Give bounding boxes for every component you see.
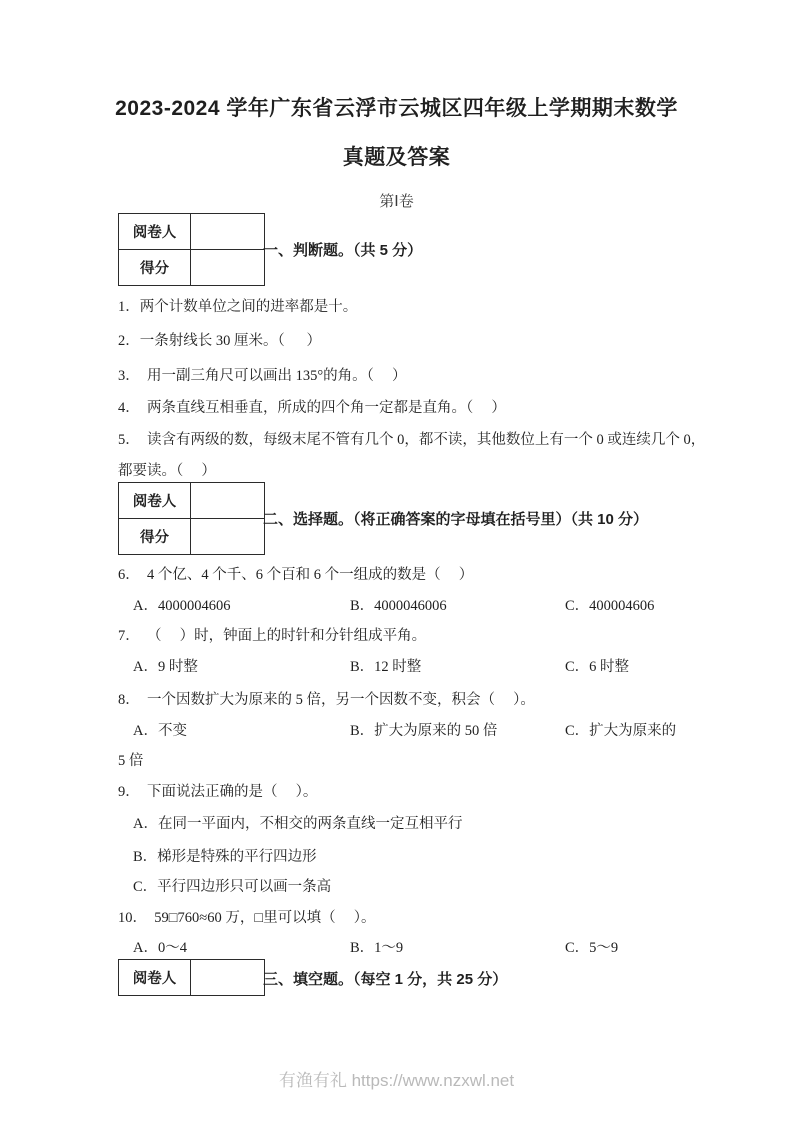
reviewer-label: 阅卷人 xyxy=(119,960,191,995)
section2-heading: 二、选择题。（将正确答案的字母填在括号里）（共 10 分） xyxy=(263,511,649,528)
grader-reviewer-row xyxy=(119,483,264,518)
section1-heading: 一、判断题。（共 5 分） xyxy=(263,242,423,259)
grader-box-section1 xyxy=(118,213,265,286)
question-2: 2．一条射线长 30 厘米。（ ） xyxy=(118,333,321,349)
site-watermark: 有渔有礼 https://www.nzxwl.net xyxy=(278,1071,515,1090)
question-7-option-b: B．12 时整 xyxy=(350,659,422,675)
question-7-option-c: C．6 时整 xyxy=(565,659,630,675)
section3-heading: 三、填空题。（每空 1 分，共 25 分） xyxy=(263,971,508,988)
grader-score-row xyxy=(119,518,264,554)
reviewer-label: 阅卷人 xyxy=(119,483,191,518)
score-label: 得分 xyxy=(119,250,191,285)
doc-title-line1: 2023-2024 学年广东省云浮市云城区四年级上学期期末数学 xyxy=(115,97,678,120)
question-6-option-b: B．4000046006 xyxy=(350,598,447,614)
question-9-option-b: B．梯形是特殊的平行四边形 xyxy=(133,849,317,865)
reviewer-label: 阅卷人 xyxy=(119,214,191,249)
score-label: 得分 xyxy=(119,519,191,554)
reviewer-value-cell xyxy=(191,483,264,518)
question-9-option-c: C．平行四边形只可以画一条高 xyxy=(133,879,332,895)
grader-box-section3 xyxy=(118,959,265,996)
question-10: 10． 59□760≈60 万，□里可以填（ ）。 xyxy=(118,910,376,926)
question-8: 8． 一个因数扩大为原来的 5 倍，另一个因数不变，积会（ ）。 xyxy=(118,692,535,708)
score-value-cell xyxy=(191,250,264,285)
question-6-option-c: C．400004606 xyxy=(565,598,655,614)
question-7-option-a: A．9 时整 xyxy=(133,659,198,675)
question-5-line2: 都要读。（ ） xyxy=(118,463,216,479)
question-6: 6． 4 个亿、4 个千、6 个百和 6 个一组成的数是（ ） xyxy=(118,567,474,583)
grader-reviewer-row xyxy=(119,960,264,995)
question-8-option-c: C．扩大为原来的 xyxy=(565,723,677,739)
question-6-option-a: A．4000004606 xyxy=(133,598,231,614)
volume-label: 第Ⅰ卷 xyxy=(379,194,414,210)
question-4: 4． 两条直线互相垂直，所成的四个角一定都是直角。（ ） xyxy=(118,400,506,416)
question-8-option-a: A．不变 xyxy=(133,723,187,739)
doc-title-line2: 真题及答案 xyxy=(342,146,451,169)
question-9-option-a: A．在同一平面内，不相交的两条直线一定互相平行 xyxy=(133,816,463,832)
question-9: 9． 下面说法正确的是（ ）。 xyxy=(118,784,318,800)
score-value-cell xyxy=(191,519,264,554)
question-10-option-c: C．5～9 xyxy=(565,940,619,956)
grader-box-section2 xyxy=(118,482,265,555)
reviewer-value-cell xyxy=(191,960,264,995)
question-3: 3． 用一副三角尺可以画出 135°的角。（ ） xyxy=(118,368,407,384)
question-1: 1．两个计数单位之间的进率都是十。 xyxy=(118,299,358,315)
grader-score-row xyxy=(119,249,264,285)
question-8-option-b: B．扩大为原来的 50 倍 xyxy=(350,723,498,739)
question-10-option-b: B．1～9 xyxy=(350,940,404,956)
question-5-line1: 5． 读含有两级的数，每级末尾不管有几个 0，都不读，其他数位上有一个 0 或连续几个 0， xyxy=(118,432,706,448)
question-7: 7． （ ）时，钟面上的时针和分针组成平角。 xyxy=(118,628,427,644)
reviewer-value-cell xyxy=(191,214,264,249)
question-10-option-a: A．0～4 xyxy=(133,940,187,956)
grader-reviewer-row xyxy=(119,214,264,249)
question-8-option-c-overflow: 5 倍 xyxy=(118,753,144,769)
